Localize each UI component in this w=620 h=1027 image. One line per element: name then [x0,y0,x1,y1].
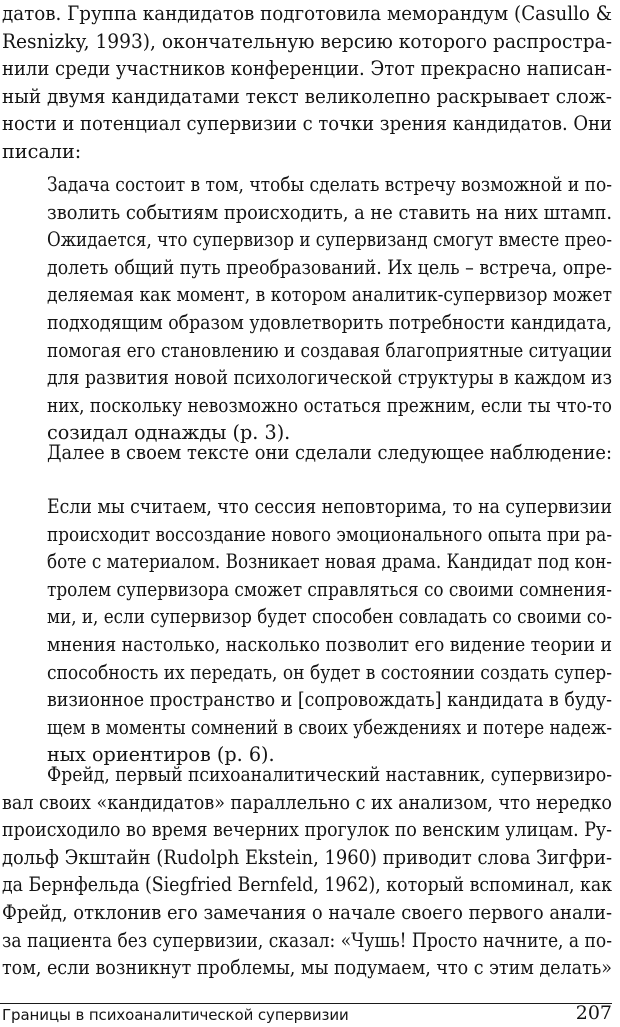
text-line: них, поскольку невозможно остаться прежним, если ты что-то [47,393,612,417]
text-line: тролем супервизора сможет справляться со своими сомнения- [47,577,612,601]
text-line: ности и потенциал супервизии с точки зрения кандидатов. Они [2,112,612,136]
text-line: ный двумя кандидатами текст великолепно раскрывает слож- [2,84,612,108]
text-line: боте с материалом. Возникает новая драма. Кандидат под кон- [47,550,612,574]
page-number: 207 [575,1002,612,1024]
text-line: том, если возникнут проблемы, мы подумаем, что с этим делать» [2,956,612,980]
text-line: писали: [2,140,82,163]
text-line: происходило во время вечерних прогулок по венским улицам. Ру- [2,818,612,842]
text-line: подходящим образом удовлетворить потребности кандидата, [47,311,612,334]
text-line: щем в моменты сомнений в своих убеждениях и потере надеж- [47,715,612,739]
text-line: для развития новой психологической структуры в каждом из [47,366,612,390]
text-line: зволить событиям происходить, а не ставить на них штамп. [47,200,612,224]
text-line: ми, и, если супервизор будет способен совладать со своими со- [47,605,612,629]
text-line: ных ориентиров (p. 6). [47,743,275,767]
text-line: созидал однажды (p. 3). [47,421,291,445]
text-line: нили среди участников конференции. Этот прекрасно написан- [2,57,612,81]
text-line: Фрейд, отклонив его замечания о начале своего первого анали- [2,901,612,924]
text-line: долеть общий путь преобразований. Их цель – встреча, опре- [47,255,612,279]
footer-rule [0,1003,612,1004]
text-line: происходит воссоздание нового эмоционального опыта при ра- [47,522,612,546]
text-line: Ожидается, что супервизор и супервизанд смогут вместе прео- [47,228,612,252]
text-line: за пациента без супервизии, сказал: «Чушь! Просто начните, а по- [2,928,612,952]
text-line: да Бернфельда (Siegfried Bernfeld, 1962), который вспоминал, как [2,873,612,897]
text-line: Далее в своем тексте они сделали следующее наблюдение: [47,441,612,464]
text-line: помогая его становлению и создавая благоприятные ситуации [47,338,612,362]
running-title: Границы в психоаналитической супервизии [2,1006,349,1024]
text-line: способность их передать, он будет в состоянии создать супер- [47,660,612,684]
text-line: Фрейд, первый психоаналитический наставник, супервизиро- [47,763,612,786]
text-line: деляемая как момент, в котором аналитик-супервизор может [47,283,612,307]
text-line: мнения настолько, насколько позволит его видение теории и [47,633,612,656]
text-line: Если мы считаем, что сессия неповторима, то на супервизии [47,495,612,518]
text-line: вал своих «кандидатов» параллельно с их анализом, что нередко [2,790,612,814]
text-line: Resnizky, 1993), окончательную версию которого распростра- [2,29,612,53]
text-line: датов. Группа кандидатов подготовила меморандум (Casullo & [2,2,612,25]
text-line: визионное пространство и [сопровождать] кандидата в буду- [47,688,612,712]
text-line: дольф Экштайн (Rudolph Ekstein, 1960) приводит слова Зигфри- [2,845,612,869]
text-line: Задача состоит в том, чтобы сделать встречу возможной и по- [47,173,612,196]
